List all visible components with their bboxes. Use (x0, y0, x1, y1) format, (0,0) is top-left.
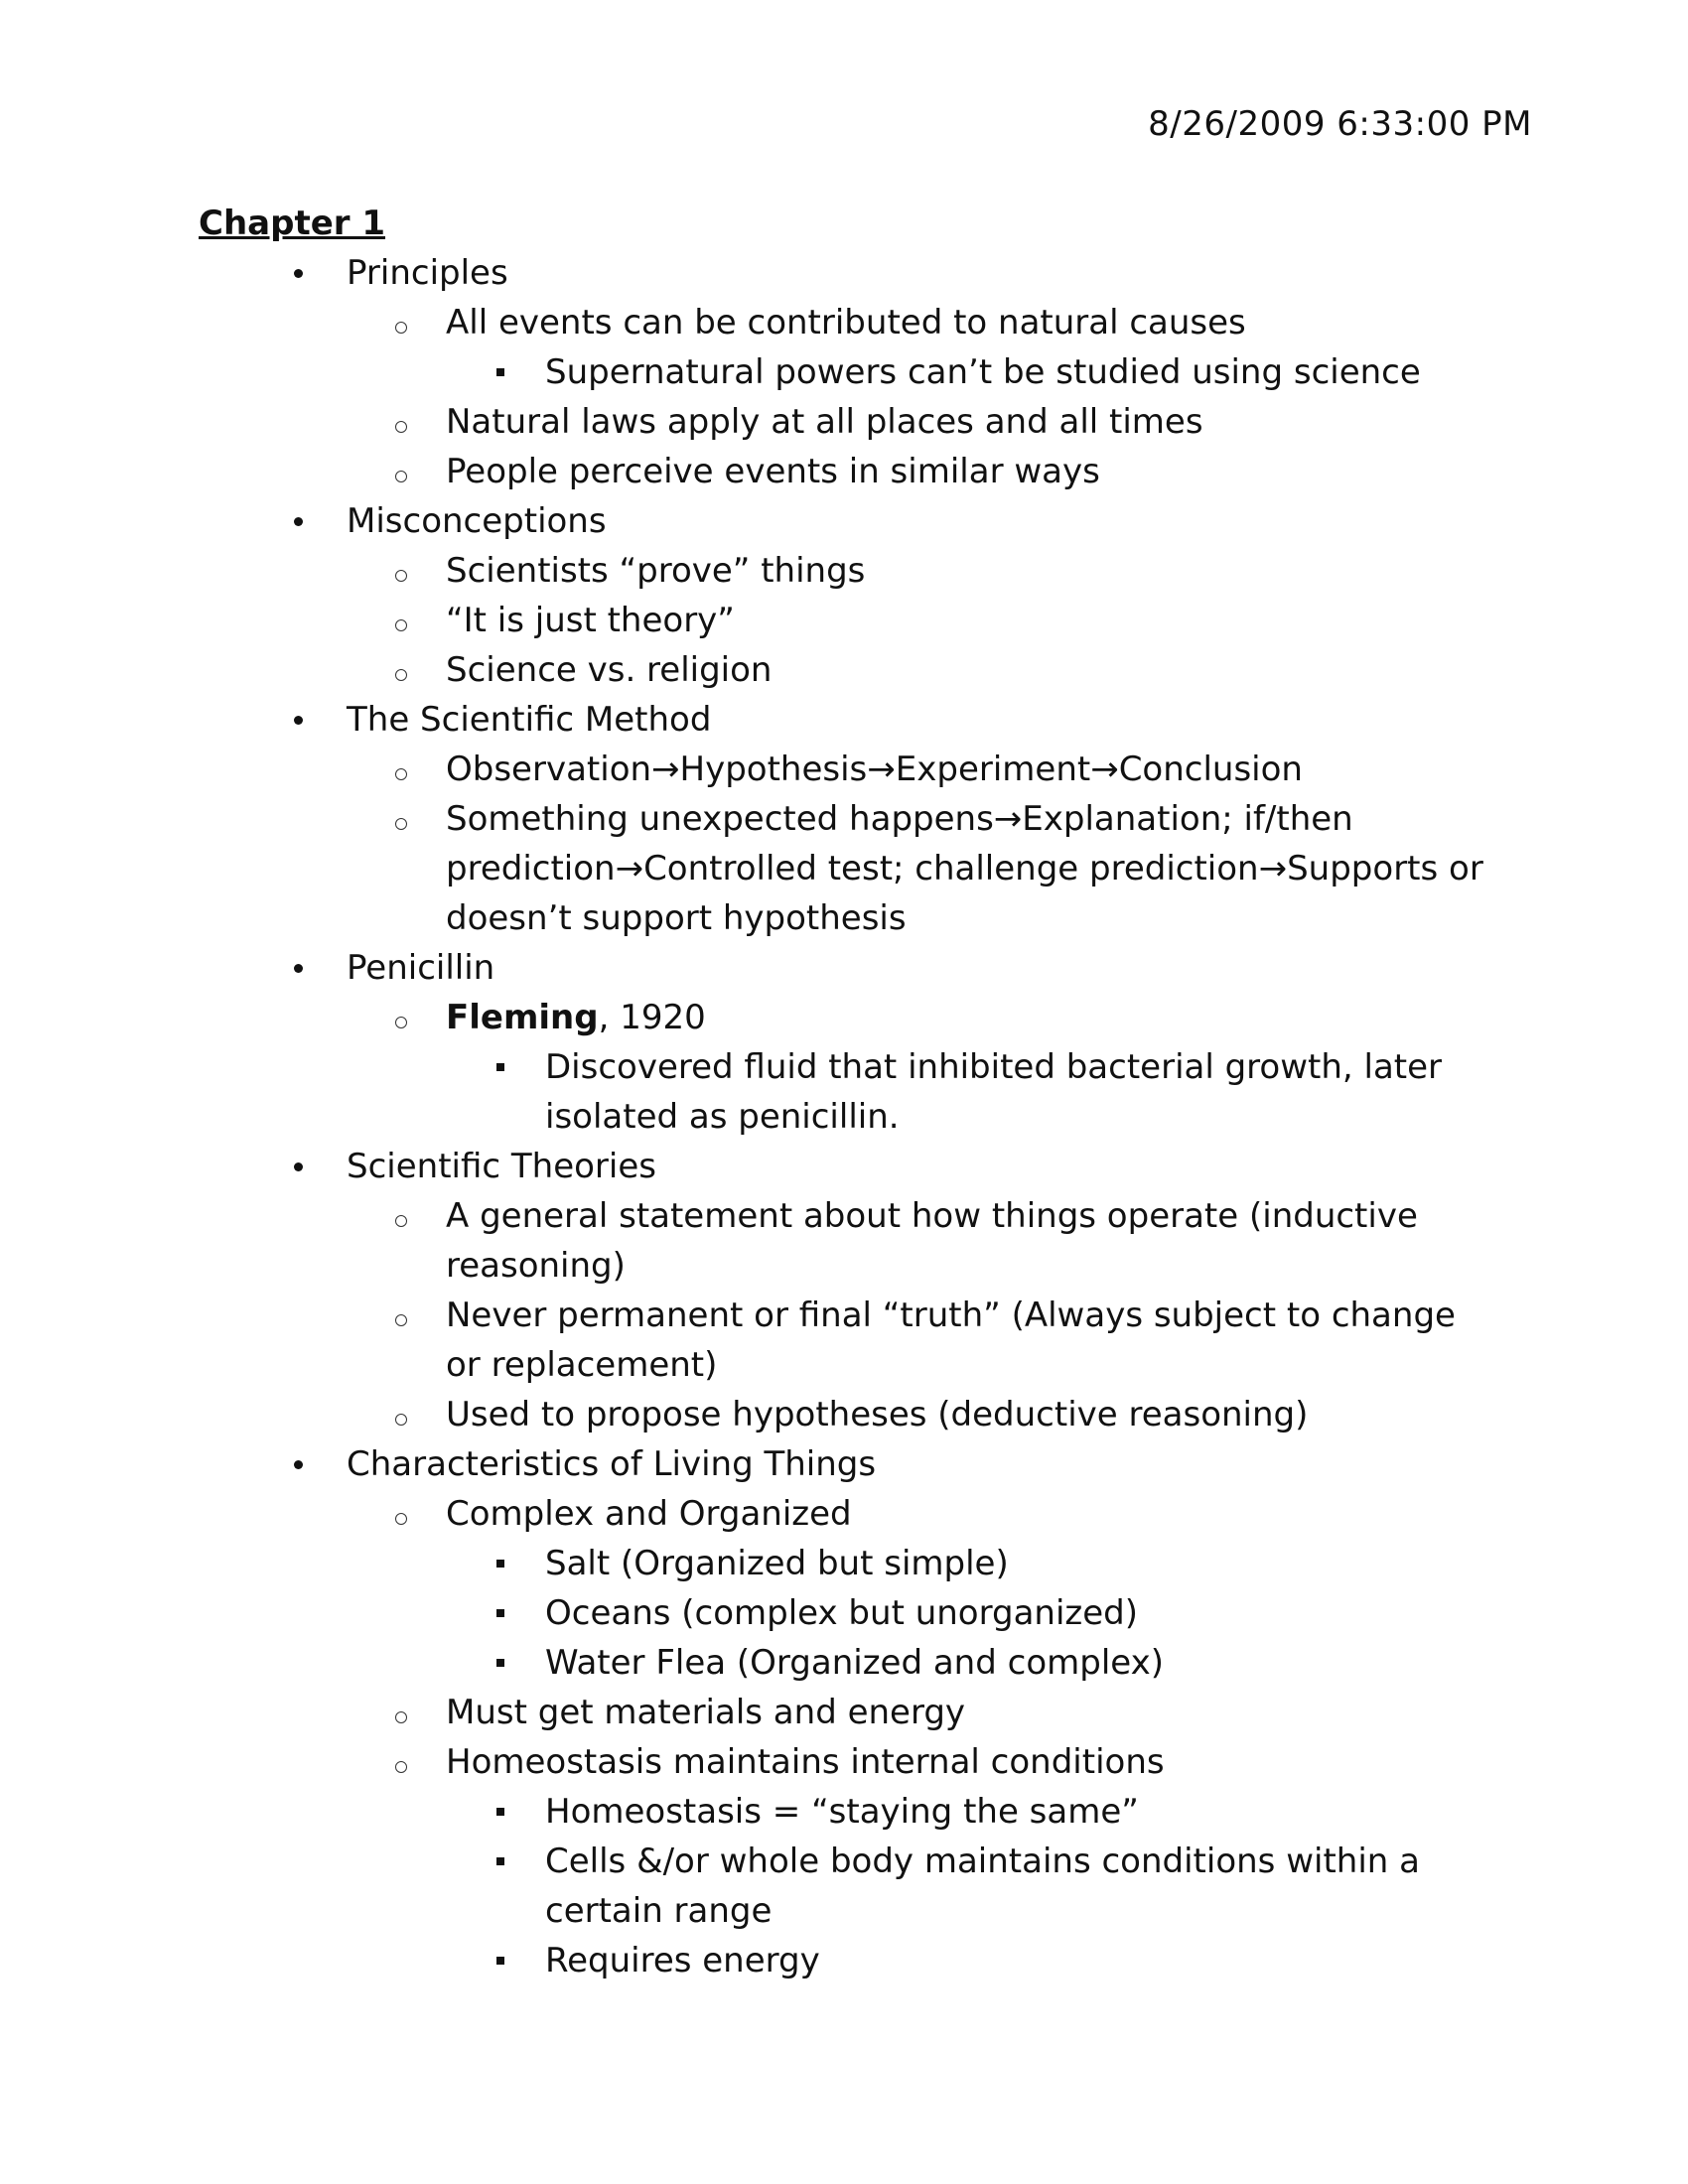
outline-item-salt (0, 1539, 1489, 1588)
outline-item-propose-hypotheses (0, 1390, 1489, 1439)
outline-item-text: Homeostasis maintains internal conditions (446, 1742, 1165, 1782)
outline-item-just-theory (0, 596, 1489, 645)
outline-item-text: All events can be contributed to natural causes (446, 303, 1246, 342)
outline-item-homeostasis (0, 1737, 1489, 1787)
bullet-dot-icon (294, 1460, 303, 1469)
bullet-circle-icon (395, 1761, 407, 1773)
bullet-circle-icon (395, 1314, 407, 1326)
bullet-circle-icon (395, 322, 407, 334)
bullet-circle-icon (395, 570, 407, 582)
bullet-circle-icon (395, 471, 407, 482)
outline-item-science-religion (0, 645, 1489, 695)
outline-item-text: Penicillin (347, 948, 495, 988)
bullet-circle-icon (395, 1414, 407, 1426)
outline-item-perceive-events (0, 447, 1489, 496)
outline-item-natural-laws (0, 397, 1489, 447)
outline-item-staying-same (0, 1787, 1489, 1837)
bullet-dot-icon (294, 1162, 303, 1171)
bullet-dot-icon (294, 964, 303, 973)
bullet-circle-icon (395, 1215, 407, 1227)
bullet-dot-icon (294, 517, 303, 526)
outline-item-natural-causes (0, 298, 1489, 347)
bullet-circle-icon (395, 818, 407, 830)
outline-item-principles (0, 248, 1489, 298)
outline-item-living-things (0, 1439, 1489, 1489)
outline-item-requires-energy (0, 1936, 1489, 1985)
bullet-dot-icon (294, 269, 303, 278)
bullet-circle-icon (395, 1017, 407, 1028)
outline-item-text: Discovered fluid that inhibited bacterial growth, later isolated as penicillin. (545, 1047, 1443, 1137)
outline-item-water-flea (0, 1638, 1489, 1688)
bullet-square-icon (496, 1957, 504, 1965)
bullet-circle-icon (395, 768, 407, 780)
outline-item-discovered-fluid (0, 1042, 1489, 1142)
outline-item-materials-energy (0, 1688, 1489, 1737)
bullet-square-icon (496, 1808, 504, 1816)
outline-item-text: Observation→Hypothesis→Experiment→Conclusion (446, 750, 1303, 789)
outline-item-text: Something unexpected happens→Explanation; if/then prediction→Controlled test; challenge prediction→Supports or doesn’t support hypothesis (446, 799, 1483, 938)
bullet-circle-icon (395, 619, 407, 631)
outline-item-text: Used to propose hypotheses (deductive reasoning) (446, 1395, 1309, 1434)
outline-item-text: Scientific Theories (347, 1147, 656, 1186)
outline-item-text: Homeostasis = “staying the same” (545, 1792, 1139, 1832)
outline-item-text: Never permanent or final “truth” (Always subject to change or replacement) (446, 1296, 1456, 1385)
bullet-circle-icon (395, 1711, 407, 1723)
outline-item-never-permanent (0, 1291, 1489, 1390)
outline-item-text: Must get materials and energy (446, 1693, 966, 1732)
outline-item-text: Scientists “prove” things (446, 551, 866, 591)
bullet-square-icon (496, 1857, 504, 1865)
outline-item-text: Supernatural powers can’t be studied using science (545, 352, 1421, 392)
outline-item-text: Oceans (complex but unorganized) (545, 1593, 1139, 1633)
bullet-square-icon (496, 1560, 504, 1568)
outline-item-general-statement (0, 1191, 1489, 1291)
bullet-dot-icon (294, 716, 303, 725)
bullet-square-icon (496, 1659, 504, 1667)
bullet-circle-icon (395, 669, 407, 681)
outline-item-text: Water Flea (Organized and complex) (545, 1643, 1164, 1683)
bullet-circle-icon (395, 1513, 407, 1525)
outline-item-text: “It is just theory” (446, 601, 735, 640)
outline-item-text: Science vs. religion (446, 650, 773, 690)
outline-item-penicillin (0, 943, 1489, 993)
outline-item-text: A general statement about how things operate (inductive reasoning) (446, 1196, 1418, 1286)
outline-item-fleming (0, 993, 1489, 1042)
outline-item-text: Misconceptions (347, 501, 607, 541)
outline-item-method-steps (0, 745, 1489, 794)
outline-item-oceans (0, 1588, 1489, 1638)
outline-item-text: The Scientific Method (347, 700, 712, 740)
outline-item-text: Cells &/or whole body maintains conditions within a certain range (545, 1842, 1420, 1931)
outline-item-text: Natural laws apply at all places and all times (446, 402, 1203, 442)
outline-item-text: Complex and Organized (446, 1494, 852, 1534)
bullet-circle-icon (395, 421, 407, 433)
bullet-square-icon (496, 1609, 504, 1617)
outline-item-text: , 1920 (598, 998, 706, 1037)
outline-item-supernatural (0, 347, 1489, 397)
outline-item-bold-name: Fleming (446, 998, 599, 1037)
outline-item-cells-body (0, 1837, 1489, 1936)
outline-item-misconceptions (0, 496, 1489, 546)
outline-item-text: People perceive events in similar ways (446, 452, 1100, 491)
outline-item-text: Characteristics of Living Things (347, 1444, 877, 1484)
document-timestamp: 8/26/2009 6:33:00 PM (1148, 104, 1532, 144)
outline-item-complex-organized (0, 1489, 1489, 1539)
outline-item-text: Requires energy (545, 1941, 820, 1980)
outline-item-scientific-theories (0, 1142, 1489, 1191)
bullet-square-icon (496, 1063, 504, 1071)
outline-item-text: Principles (347, 253, 508, 293)
outline-item-prove-things (0, 546, 1489, 596)
notes-outline (0, 248, 1688, 1985)
outline-item-scientific-method (0, 695, 1489, 745)
outline-item-method-detail (0, 794, 1489, 943)
bullet-square-icon (496, 368, 504, 376)
outline-item-text: Salt (Organized but simple) (545, 1544, 1009, 1583)
chapter-heading: Chapter 1 (199, 204, 386, 243)
